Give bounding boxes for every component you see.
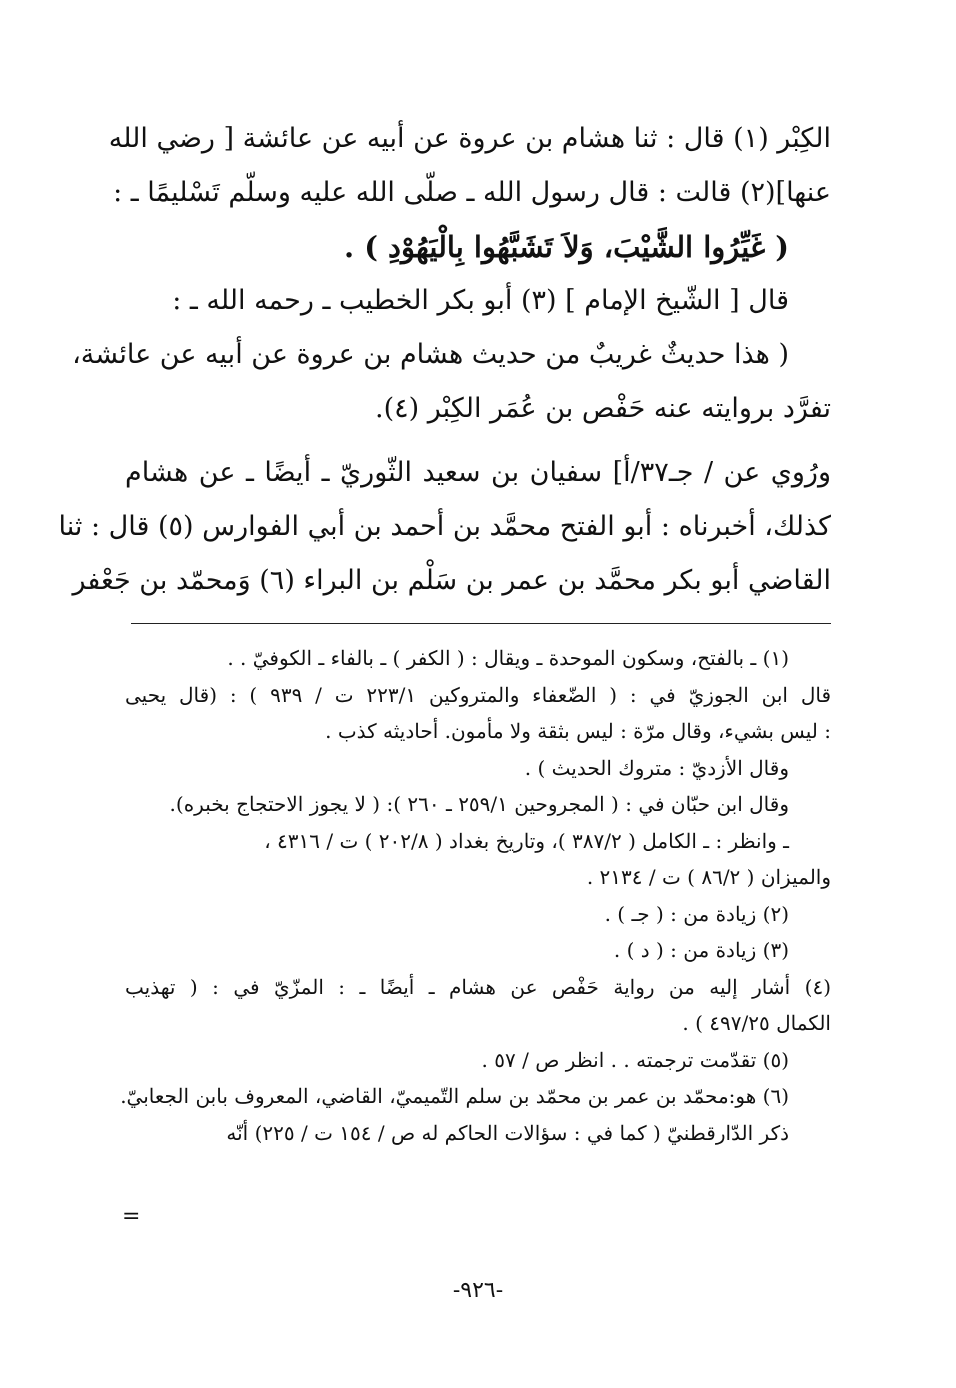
footnote-line: وقال ابن حبّان في : ( المجروحين ٢٥٩/١ ـ ٢٦٠ ): ( لا يجوز الاحتجاج بخبره).	[169, 792, 789, 816]
text-line: ورُوي عن / جـ٣٧/أ] سفيان بن سعيد الثّوريّ ـ أيضًا ـ عن هشام	[125, 457, 831, 488]
footnote-line: (٣) زيادة من : ( د ) .	[613, 938, 789, 962]
footnote-line: (١) ـ بالفتح، وسكون الموحدة ـ ويقال : ( الكفر ) ـ بالفاء ـ الكوفيّ . .	[227, 646, 789, 670]
main-text	[58, 112, 831, 608]
footnote-line: قال ابن الجوزيّ في : ( الضّعفاء والمتروكين ٢٢٣/١ ت / ٩٣٩ ) : (قال يحيى	[125, 682, 831, 707]
footnote-line: ـ وانظر : ـ الكامل ( ٣٨٧/٢ )، وتاريخ بغداد ( ٢٠٢/٨ ) ت / ٤٣١٦ ،	[264, 828, 789, 853]
footnote-line: ذكر الدّارقطنيّ ( كما في : سؤالات الحاكم له ص / ١٥٤ ت / ٢٢٥) أنّه	[226, 1120, 789, 1145]
text-line: عنها](٢) قالت : قال رسول الله ـ صلّى الله عليه وسلّم تَسْليمًا ـ :	[113, 177, 831, 208]
text-line: قال [ الشّيخ الإمام ] (٣) أبو بكر الخطيب ـ رحمه الله ـ :	[172, 285, 789, 316]
text-line: كذلك، أخبرناه : أبو الفتح محمَّد بن أحمد بن أبي الفوارس (٥) قال : ثنا	[58, 511, 831, 542]
text-line: ( هذا حديثٌ غريبٌ من حديث هشام بن عروة عن أبيه عن عائشة،	[72, 339, 789, 370]
text-line: تفرَّد بروايته عنه حَفْص بن عُمَر الكِبْر (٤).	[375, 393, 831, 424]
text-line: القاضي أبو بكر محمَّد بن عمر بن سَلْم بن البراء (٦) وَمحمّد بن جَعْفر	[72, 565, 831, 596]
hadith-text: ( غَيِّرُوا الشَّيْبَ، وَلاَ تَشَبَّهُوا بِالْيَهُوْدِ ) .	[344, 230, 789, 264]
footnote-separator	[131, 623, 831, 624]
footnote-line: (٦) هو:محمّد بن عمر بن محمّد بن سلم التّميميّ، القاضي، المعروف بابن الجعابيّ.	[120, 1084, 789, 1108]
footnote-line: الكمال ٤٩٧/٢٥ ) .	[682, 1011, 831, 1035]
footnote-line: والميزان ( ٨٦/٢ ) ت / ٢١٣٤ .	[586, 865, 831, 889]
footnote-line: وقال الأزديّ : متروك الحديث ) .	[524, 755, 789, 780]
footnote-line: (٢) زيادة من : ( جـ ) .	[604, 901, 789, 926]
footnotes	[120, 640, 831, 1151]
footnote-line: (٤) أشار إليه من رواية حَفْص عن هشام ـ أيضًا ـ : المزّيّ في : ( تهذيب	[125, 974, 831, 999]
text-line: الكِبْر (١) قال : ثنا هشام بن عروة عن أبيه عن عائشة [ رضي الله	[108, 123, 831, 154]
continuation-mark: =	[122, 1204, 141, 1229]
footnote-line: (٥) تقدّمت ترجمته . . انظر ص / ٥٧ .	[481, 1047, 789, 1072]
footnote-line: : ليس بشيء، وقال مرّة : ليس بثقة ولا مأمون. أحاديثه كذب .	[325, 719, 831, 743]
page-number: -٩٢٦-	[452, 1278, 504, 1303]
